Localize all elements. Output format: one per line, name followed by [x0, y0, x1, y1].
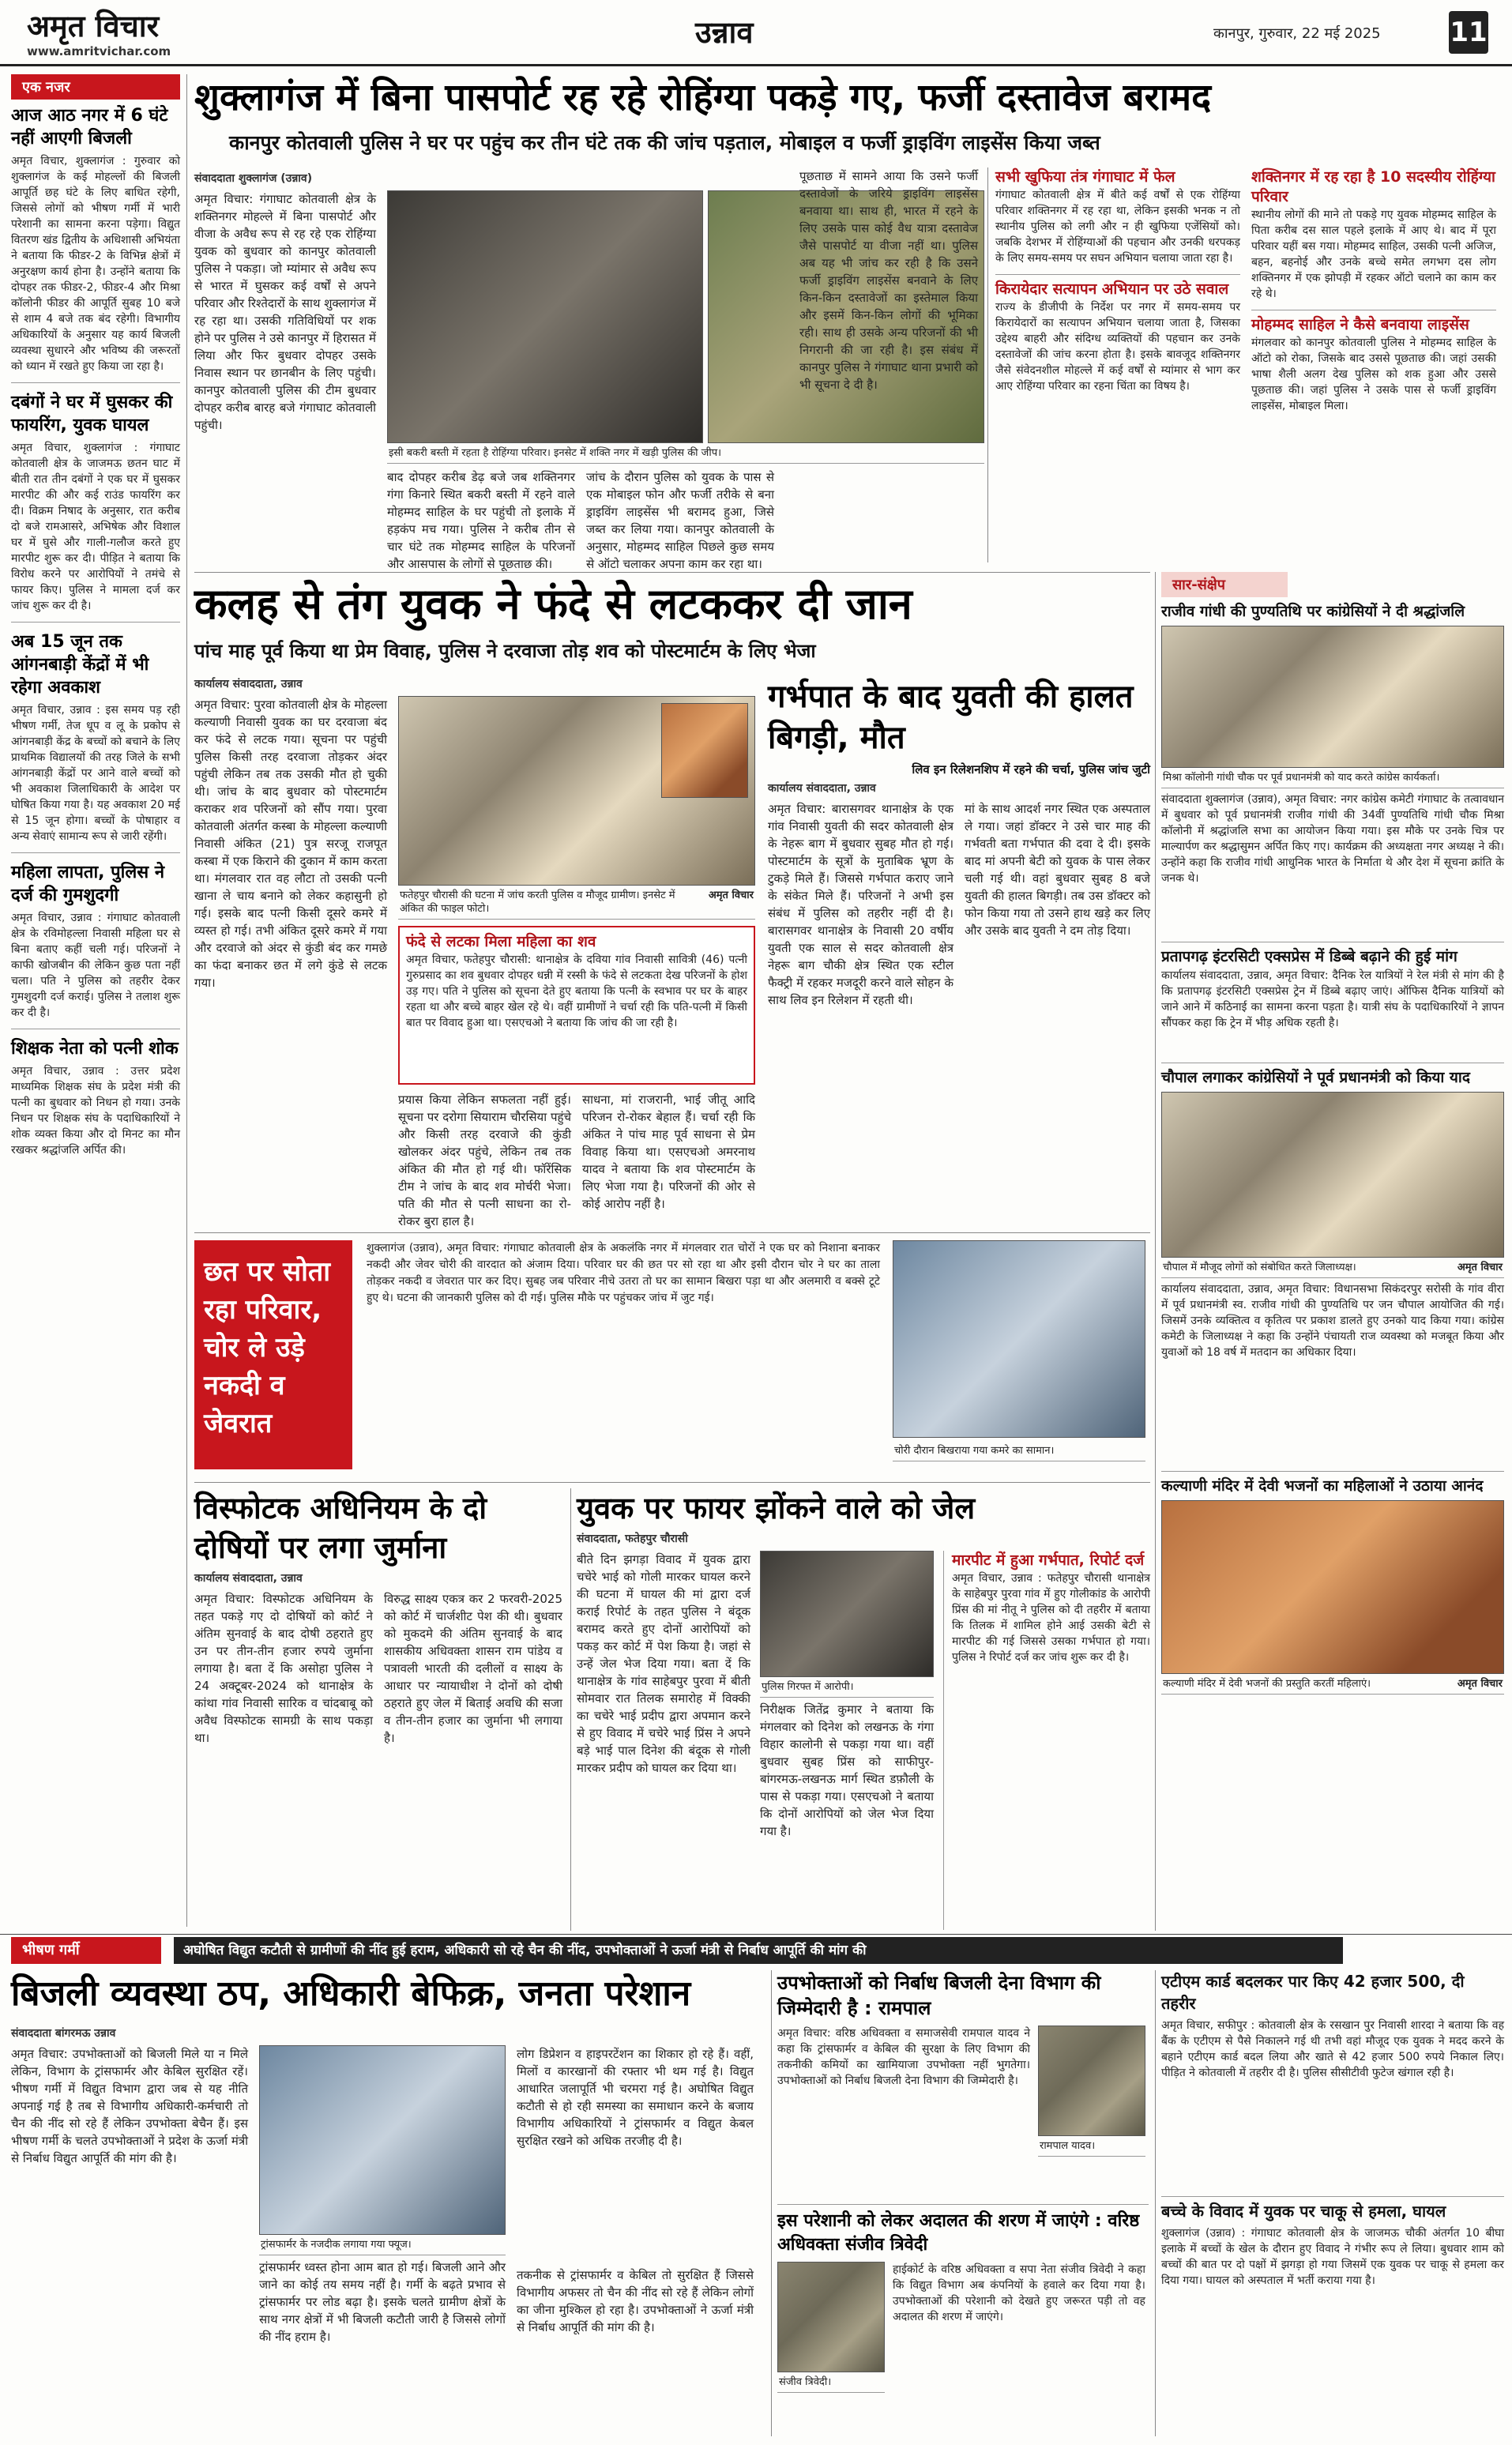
brief-headline: अब 15 जून तक आंगनबाड़ी केंद्रों में भी रहेगा अवकाश	[11, 632, 149, 698]
story3-col-1: अमृत विचार: बारासगवर थानाक्षेत्र के एक गांव निवासी युवती की सदर कोतवाली क्षेत्र के नेहरू बाग में बुधवार सुबह मौत हो गई। पोस्टमार्टम के सूत्रों के मुताबिक भ्रूण के टुकड़े मिले हैं। जिससे गर्भपात कराए जाने के संकेत मिले हैं। परिजनों ने अभी इस संबंध में पुलिस को तहरीर नहीं दी है। बारासगवर थानाक्षेत्र के निवासी 20 वर्षीय युवती एक साल से सदर कोतवाली क्षेत्र नेहरू बाग चौकी क्षेत्र स्थित एक स्टील फैक्ट्री में रहकर मजदूरी करने वाले सोहन के साथ लिव इन रिलेशन में रहती थी।	[768, 802, 953, 1007]
brief-body: अमृत विचार, उन्नाव : उत्तर प्रदेश माध्यमिक शिक्षक संघ के प्रदेश मंत्री की पत्नी का बुधवार को निधन हो गया। उनके निधन पर शिक्षक संघ के पदाधिकारियों ने शोक व्यक्त किया और दो मिनट का मौन रखकर श्रद्धांजलि अर्पित की।	[11, 1065, 180, 1157]
section-divider	[0, 1934, 1512, 1935]
lead-photo-caption: इसी बकरी बस्ती में रहता है रोहिंग्या परिवार। इनसेट में शक्ति नगर में खड़ी पुलिस की जीप।	[387, 443, 984, 464]
story3	[768, 676, 1150, 1229]
fire-photo-accused	[760, 1551, 934, 1677]
fire-col-2: निरीक्षक जितेंद्र कुमार ने बताया कि मंगलवार को दिनेश को लखनऊ के गंगा विहार कालोनी से पकड़ा गया था। वहीं बुधवार सुबह प्रिंस को साफीपुर-बांगरमऊ-लखनऊ मार्ग स्थित डफ़ौली के पास से पकड़ा गया। एसएचओ ने बताया कि दोनों आरोपियों को जेल भेज दिया गया है।	[760, 1702, 934, 1838]
photo-credit: अमृत विचार	[1457, 1678, 1503, 1690]
bijli-col-3: लोग डिप्रेशन व हाइपरटेंशन का शिकार हो रहे हैं। वहीं, मिलों व कारखानों की रफ्तार भी थम गई है। विद्युत आधारित जलापूर्ति भी चरमरा गई है। अघोषित विद्युत कटौती से हो रही समस्या का समाधान करने के बजाय विभागीय अधिकारियों ने ट्रांसफार्मर व विद्युत केबल सुरक्षित रखने को अधिक तरजीह दी है।	[517, 2047, 754, 2148]
rampal-caption: रामपाल यादव।	[1038, 2136, 1145, 2157]
lead-col-1: अमृत विचार: गंगाघाट कोतवाली क्षेत्र के शक्तिनगर मोहल्ले में बिना पासपोर्ट और वीजा के अवैध रूप से रह रहे एक रोहिंग्या युवक को बुधवार को कानपुर कोतवाली पुलिस ने पकड़ा। जो म्यांमार से अवैध रूप से भारत में घुसकर कई वर्षों से अपने परिवार और रिश्तेदारों के साथ शुक्लागंज में रह रहा था। उसकी गतिविधियों पर शक होने पर पुलिस ने उसे कानपुर में हिरासत में लिया और फिर बुधवार दोपहर उसके निवास स्थान पर छानबीन के लिए पहुंची। कानपुर कोतवाली पुलिस की टीम बुधवार दोपहर करीब बारह बजे गंगाघाट कोतवाली पहुंची।	[194, 192, 376, 432]
sidebar-box-body: मंगलवार को कानपुर कोतवाली पुलिस ने मोहम्मद साहिल के ऑटो को रोका, जिसके बाद उससे पूछताछ की। जहां उसकी भाषा शैली अलग देख पुलिस को शक हुआ और उससे पूछताछ की। जहां पुलिस ने उसके पास से फर्जी ड्राइविंग लाइसेंस, मोबाइल मिला।	[1251, 337, 1496, 412]
chaupal-caption	[1161, 1258, 1504, 1278]
right-column	[1161, 572, 1504, 1931]
inner-box-title: फंदे से लटका मिला महिला का शव	[406, 933, 596, 950]
sidebar-box-body: स्थानीय लोगों की माने तो पकड़े गए युवक मोहम्मद साहिल के पिता करीब दस साल पहले इलाके में आए थे। बाद में पूरा परिवार यहीं बस गया। मोहम्मद साहिल, उसकी पत्नी अजिज, बहन, बहनोई और उनके बच्चे समेत लगभग दस लोग शक्तिनगर में एक झोपड़ी में रहकर ऑटो चलाने का काम कर रहे थे।	[1251, 209, 1496, 300]
fire-caption: पुलिस गिरफ्त में आरोपी।	[760, 1677, 934, 1698]
fire-box-body: अमृत विचार, उन्नाव : फतेहपुर चौरासी थानाक्षेत्र के साहेबपुर पुरवा गांव में हुए गोलीकांड के आरोपी प्रिंस की मां नीतू ने पुलिस को दी तहरीर में बताया कि तिलक में शामिल होने आई उसकी बेटी से मारपीट की गई जिससे उसका गर्भपात हो गया। पुलिस ने रिपोर्ट दर्ज कर जांच शुरू कर दी है।	[952, 1572, 1150, 1664]
theft-body: शुक्लागंज (उन्नाव), अमृत विचार: गंगाघाट कोतवाली क्षेत्र के अकलंकि नगर में मंगलवार रात चोरों ने एक घर को निशाना बनाकर नकदी और जेवर चोरी की वारदात को अंजाम दिया। परिवार घर की छत पर सो रहा था और इसी दौरान चोर ने घर का ताला तोड़कर नकदी व जेवरात पार कर दिए। सुबह जब परिवार नीचे उतरा तो घर का सामान बिखरा पड़ा था और अलमारी व बक्से टूटे हुए थे। घटना की जानकारी पुलिस को दी गई। पुलिस मौके पर पहुंचकर जांच में जुट गई।	[367, 1242, 880, 1304]
brand-url[interactable]: www.amritvichar.com	[27, 44, 171, 58]
kalyani-caption	[1161, 1674, 1504, 1695]
lead-col-4: पूछताछ में सामने आया कि उसने फर्जी दस्तावेजों के जरिये ड्राइविंग लाइसेंस बनवाया था। साथ ही, भारत में रहने के लिए उसके पास कोई वैध यात्रा दस्तावेज जैसे पासपोर्ट या वीजा नहीं था। पुलिस अब यह भी जांच कर रही है कि उसने फर्जी ड्राइविंग लाइसेंस बनवाने के लिए किन-किन दस्तावेजों का इस्तेमाल किया और इसमें किन-किन लोगों की भूमिका रही। साथ ही उसके अन्य परिजनों की भी निगरानी की जा रही है। इस संबंध में कानपुर पुलिस ने गंगाघाट थाना प्रभारी को भी सूचना दे दी है।	[799, 169, 978, 392]
trivedi-headline: इस परेशानी को लेकर अदालत की शरण में जाएंगे : वरिष्ठ अधिवक्ता संजीव त्रिवेदी	[777, 2211, 1140, 2255]
rajiv-body: संवाददाता शुक्लागंज (उन्नाव), अमृत विचार: नगर कांग्रेस कमेटी गंगाघाट के तत्वावधान में बुधवार को पूर्व प्रधानमंत्री राजीव गांधी की 34वीं पुण्यतिथि गांधी चौक मिश्रा कॉलोनी में श्रद्धांजलि सभा का आयोजन किया गया। इस मौके पर उनके चित्र पर माल्यार्पण कर श्रद्धासुमन अर्पित किए गए। कार्यक्रम की अध्यक्षता नगर अध्यक्ष ने की। उन्होंने कहा कि राजीव गांधी आधुनिक भारत के निर्माता थे और देश में सूचना क्रांति के जनक थे।	[1161, 793, 1504, 885]
section-divider	[194, 1232, 1150, 1233]
section-title: उन्नाव	[695, 15, 754, 50]
story3-headline: गर्भपात के बाद युवती की हालत बिगड़ी, मौत	[768, 679, 1134, 756]
lead-sidebar	[995, 167, 1501, 562]
brief-headline: शिक्षक नेता को पत्नी शोक	[11, 1039, 179, 1059]
intercity-headline: प्रतापगढ़ इंटरसिटी एक्सप्रेस में डिब्बे बढ़ाने की हुई मांग	[1161, 942, 1504, 968]
bijli-col-4: तकनीक से ट्रांसफार्मर व केबिल तो सुरक्षित हैं जिससे विभागीय अफसर तो चैन की नींद सो रहे हैं लेकिन लोगों का जीना मुश्किल हो रहा है। उपभोक्ताओं ने ऊर्जा मंत्री से निर्बाध आपूर्ति की मांग की है।	[517, 2268, 754, 2334]
kalyani-headline: कल्याणी मंदिर में देवी भजनों का महिलाओं ने उठाया आनंद	[1161, 1471, 1504, 1497]
lead-col-3: जांच के दौरान पुलिस को युवक के पास से एक मोबाइल फोन और फर्जी तरीके से बना ड्राइविंग लाइसेंस भी बरामद हुआ, जिसे जब्त कर लिया गया। कानपुर कोतवाली के अनुसार, मोहम्मद साहिल पिछले कुछ समय से ऑटो चलाकर अपना काम कर रहा था।	[586, 470, 774, 571]
rajiv-headline: राजीव गांधी की पुण्यतिथि पर कांग्रेसियों ने दी श्रद्धांजलि	[1161, 603, 1465, 620]
explosive-byline: कार्यालय संवाददाता, उन्नाव	[194, 1572, 303, 1585]
lead-subhead: कानपुर कोतवाली पुलिस ने घर पर पहुंच कर तीन घंटे तक की जांच पड़ताल, मोबाइल व फर्जी ड्राइविंग लाइसेंस किया जब्त	[229, 131, 1100, 154]
dateline: कानपुर, गुरुवार, 22 मई 2025	[1213, 25, 1381, 42]
brief-body: अमृत विचार, शुक्लागंज : गंगाघाट कोतवाली क्षेत्र के जाजमऊ छतन घाट में बीती रात तीन दबंगों ने एक घर में घुसकर मारपीट की और कई राउंड फायरिंग कर दी। विक्रम निषाद के अनुसार, रात करीब दो बजे रामआसरे, अभिषेक और विशाल घर में घुसे और गाली-गलौज करते हुए मारपीट शुरू कर दी। पीड़ित ने बताया कि विरोध करने पर आरोपियों ने तमंचे से फायर किए। पुलिस ने मामला दर्ज कर जांच शुरू कर दी है।	[11, 442, 180, 612]
rampal-photo	[1038, 2026, 1145, 2136]
chaupal-photo	[1161, 1092, 1504, 1258]
bijli-col-2: ट्रांसफार्मर ध्वस्त होना आम बात हो गई। बिजली आने और जाने का कोई तय समय नहीं है। गर्मी के बढ़ते प्रभाव से ट्रांसफार्मर पर लोड बढ़ा है। इसके चलते ग्रामीण क्षेत्रों के साथ नगर क्षेत्रों में भी बिजली कटौती जारी है जिससे लोगों की नींद हराम है।	[259, 2260, 506, 2344]
atm-story	[1161, 1970, 1504, 2436]
brief-headline: आज आठ नगर में 6 घंटे नहीं आएगी बिजली	[11, 106, 168, 149]
brief-headline: महिला लापता, पुलिस ने दर्ज की गुमशुदगी	[11, 863, 165, 905]
story2-col-3: साधना, मां राजरानी, भाई जीतू आदि परिजन रो-रोकर बेहाल हैं। चर्चा रही कि अंकित ने पांच माह पूर्व साधना से प्रेम विवाह किया था। एसएचओ अमरनाथ यादव ने बताया कि शव पोस्टमार्टम के लिए भेजा गया है। परिजनों की ओर से कोई आरोप नहीं है।	[582, 1093, 755, 1211]
section-divider	[194, 572, 1150, 573]
story2-byline: कार्यालय संवाददाता, उन्नाव	[194, 678, 303, 690]
rampal-story	[777, 1970, 1149, 2207]
story3-tagline: लिव इन रिलेशनशिप में रहने की चर्चा, पुलिस जांच जुटी	[912, 762, 1150, 777]
fire-byline: संवाददाता, फतेहपुर चौरासी	[577, 1533, 688, 1545]
bijli-headline: बिजली व्यवस्था ठप, अधिकारी बेफिक्र, जनता परेशान	[11, 1973, 691, 2014]
atm-body: अमृत विचार, सफीपुर : कोतवाली क्षेत्र के रसखान पुर निवासी शारदा ने बताया कि वह बैंक के एटीएम से पैसे निकालने गई थी तभी वहां मौजूद एक युवक ने मदद करने के बहाने एटीएम कार्ड बदल लिया और खाते से 42 हजार 500 रुपये निकाल लिए। पीड़ित ने कोतवाली में तहरीर दी है। पुलिस सीसीटीवी फुटेज खंगाल रही है।	[1161, 2019, 1504, 2079]
trivedi-story	[777, 2204, 1149, 2433]
sidebar-box-body: राज्य के डीजीपी के निर्देश पर नगर में समय-समय पर किरायेदारों का सत्यापन अभियान चलाया जाता है, जिसका उद्देश्य बाहरी और संदिग्ध व्यक्तियों की पहचान कर उनके दस्तावेजों की जांच करना होता है। इसके बावजूद शक्तिनगर जैसे संवेदनशील मोहल्ले में कई वर्षों से म्यांमार से भाग कर आए रोहिंग्या परिवार का रहना चिंता का विषय है।	[995, 301, 1240, 393]
brand-logo: अमृत विचार	[27, 8, 160, 43]
chaupal-body: कार्यालय संवाददाता, उन्नाव, अमृत विचार: विधानसभा सिकंदरपुर सरोसी के गांव वीरा में पूर्व प्रधानमंत्री स्व. राजीव गांधी की पुण्यतिथि पर जन चौपाल आयोजित की गई। जिसमें उनके व्यक्तित्व व कृतित्व पर प्रकाश डालते हुए उनको याद किया गया। कांग्रेस कमेटी के जिलाध्यक्ष ने कहा कि उन्होंने पंचायती राज व्यवस्था को मजबूत किया और युवाओं को 18 वर्ष में मतदान का अधिकार दिया।	[1161, 1283, 1504, 1359]
explosive-story	[194, 1488, 566, 1931]
section-divider	[194, 1482, 1150, 1483]
story2-col-1: अमृत विचार: पुरवा कोतवाली क्षेत्र के मोहल्ला कल्याणी निवासी युवक का घर दरवाजा बंद कर फंदे से लटक गया। सूचना पर पहुंची पुलिस किसी तरह दरवाजा तोड़कर अंदर पहुंची लेकिन तब तक उसकी मौत हो चुकी थी। जांच के बाद बुधवार को पोस्टमार्टम कराकर शव परिजनों को सौंप गया। पुरवा कोतवाली अंतर्गत कस्बा के मोहल्ला कल्याणी निवासी अंकित (21) पुत्र सरजू राजपूत कस्बा में एक किराने की दुकान में काम करता था। मंगलवार रात वह लौटा तो उसकी पत्नी खाना ले चाय बनाने को लेकर कहासुनी हो गई। इसके बाद पत्नी किसी दूसरे कमरे में व्यस्त हो गई। तभी अंकित दूसरे कमरे में गया और दरवाजे को अंदर से कुंडी बंद कर गमछे का फंदा बनाकर छत में लगे कुंडे से लटक गया।	[194, 698, 387, 990]
theft-photo	[893, 1240, 1145, 1438]
left-column	[11, 74, 180, 1927]
inner-box-body: अमृत विचार, फतेहपुर चौरासी: थानाक्षेत्र के दविया गांव निवासी सावित्री (46) पत्नी गुरुप्रसाद का शव बुधवार दोपहर धन्नी में रस्सी के फंदे से लटकता देख परिजनों के होश उड़ गए। पति ने पुलिस को सूचना देते हुए बताया कि पत्नी के स्वभाव पर घर के बाहर रहता था और बच्चे बाहर खेल रहे थे। वहीं ग्रामीणों ने चर्चा रही कि पति-पत्नी में किसी बात पर विवाद हुआ था। एसएचओ ने बताया कि जांच की जा रही है।	[406, 954, 747, 1029]
knife-headline: बच्चे के विवाद में युवक पर चाकू से हमला, घायल	[1161, 2196, 1504, 2222]
column-divider	[1155, 572, 1156, 1931]
photo-credit: अमृत विचार	[708, 890, 754, 901]
brief-body: अमृत विचार, उन्नाव : इस समय पड़ रही भीषण गर्मी, तेज धूप व लू के प्रकोप से आंगनबाड़ी केंद्र के बच्चों को बचाने के लिए प्राथमिक विद्यालयों की तरह जिले के सभी आंगनबाड़ी केंद्रों पर आने वाले बच्चों को भी अवकाश जिलाधिकारी के आदेश पर घोषित किया गया है। यह अवकाश 20 मई से 15 जून होगा। बच्चों के पोषाहार व अन्य सेवाएं सामान्य रूप से जारी रहेंगी।	[11, 704, 180, 843]
rajiv-photo	[1161, 626, 1504, 768]
kalyani-photo	[1161, 1500, 1504, 1674]
lead-photo-settlement	[387, 190, 703, 443]
brief-item	[11, 852, 180, 1021]
sidebar-box-title: मोहम्मद साहिल ने कैसे बनवाया लाइसेंस	[1251, 310, 1496, 335]
fire-headline: युवक पर फायर झोंकने वाले को जेल	[577, 1491, 976, 1525]
sidebar-box-title: सभी खुफिया तंत्र गंगाघाट में फेल	[995, 168, 1175, 186]
masthead	[0, 0, 1512, 66]
brief-headline: दबंगों ने घर में घुसकर की फायरिंग, युवक घायल	[11, 393, 173, 435]
rajiv-caption: मिश्रा कॉलोनी गांधी चौक पर पूर्व प्रधानमंत्री को याद करते कांग्रेस कार्यकर्ता।	[1161, 768, 1504, 788]
chaupal-headline: चौपाल लगाकर कांग्रेसियों ने पूर्व प्रधानमंत्री को किया याद	[1161, 1063, 1504, 1089]
brief-item	[11, 622, 180, 844]
story2-col-2: प्रयास किया लेकिन सफलता नहीं हुई। सूचना पर दरोगा सियाराम चौरसिया पहुंचे और किसी तरह दरवाजे की कुंडी खोलकर अंदर पहुंचे, लेकिन तब तक अंकित की मौत हो गई थी। फॉरेंसिक टीम ने जांच के बाद शव मोर्चरी भेजा। पति की मौत से पत्नी साधना का रो-रोकर बुरा हाल है।	[398, 1093, 571, 1228]
bijli-caption: ट्रांसफार्मर के नजदीक लगाया गया फ्यूज।	[259, 2235, 506, 2255]
brief-body: अमृत विचार, उन्नाव : गंगाघाट कोतवाली क्षेत्र के रविमोहल्ला निवासी महिला घर से बिना बताए कहीं चली गई। परिजनों ने काफी खोजबीन की लेकिन कुछ पता नहीं चला। पति ने पुलिस को तहरीर देकर गुमशुदगी दर्ज कराई। पुलिस ने तलाश शुरू कर दी है।	[11, 912, 180, 1019]
story3-byline: कार्यालय संवाददाता, उन्नाव	[768, 782, 876, 795]
atm-headline: एटीएम कार्ड बदलकर पार किए 42 हजार 500, दी तहरीर	[1161, 1972, 1465, 2013]
page-number: 11	[1449, 11, 1488, 54]
brief-item	[11, 382, 180, 614]
section-label-ek-nazar: एक नजर	[11, 74, 180, 100]
fire-story	[577, 1488, 1150, 1931]
column-divider	[771, 1970, 772, 2436]
bijli-byline: संवाददाता बांगरमऊ उन्नाव	[11, 2027, 116, 2040]
story3-col-2: मां के साथ आदर्श नगर स्थित एक अस्पताल ले गया। जहां डॉक्टर ने उसे चार माह की गर्भवती बता गर्भपात की दवा दे दी। इसके बाद मां अपनी बेटी को युवक के पास लेकर चली गई थी। वहां बुधवार सुबह 8 बजे युवती की हालत बिगड़ी। तब उस डॉक्टर को फोन किया गया तो उसने हाथ खड़े कर लिए और उसके बाद युवती ने दम तोड़ दिया।	[965, 802, 1150, 938]
sidebar-box-title: शक्तिनगर में रह रहा है 10 सदस्यीय रोहिंग्या परिवार	[1251, 168, 1495, 205]
explosive-col-1: अमृत विचार: विस्फोटक अधिनियम के तहत पकड़े गए दो दोषियों को कोर्ट ने अंतिम सुनवाई के बाद दोषी ठहराते हुए उन पर तीन-तीन हजार रुपये जुर्माना लगाया है। बता दें कि असोहा पुलिस ने 24 अक्टूबर-2024 को थानाक्षेत्र के कांथा गांव निवासी सारिक व चांदबाबू को अवैध विस्फोटक सामग्री के साथ पकड़ा था।	[194, 1592, 373, 1745]
trivedi-photo	[777, 2262, 885, 2372]
bijli-col-1: अमृत विचार: उपभोक्ताओं को बिजली मिले या न मिले लेकिन, विभाग के ट्रांसफार्मर और केबिल सुरक्षित रहें। भीषण गर्मी में विद्युत विभाग द्वारा जब से यह नीति अपनाई गई है तब से विभागीय अधिकारी-कर्मचारी तो चैन की नींद सो रहे हैं लेकिन उपभोक्ता बेचैन हैं। इस भीषण गर्मी के चलते उपभोक्ताओं ने प्रदेश के ऊर्जा मंत्री से निर्बाध विद्युत आपूर्ति की मांग की है।	[11, 2047, 248, 2165]
story2-photo-inset	[661, 703, 748, 798]
explosive-col-2: विरुद्ध साक्ष्य एकत्र कर 2 फरवरी-2025 को कोर्ट में चार्जशीट पेश की थी। बुधवार को मुकदमे की अंतिम सुनवाई के बाद शासकीय अधिवक्ता शासन राम पांडेय व पत्रावली भारती की दलीलों व साक्ष्य के आधार पर न्यायाधीश ने दोनों को दोषी ठहराते हुए जेल में बिताई अवधि की सजा व तीन-तीन हजार का जुर्माना भी लगाया है।	[384, 1592, 562, 1745]
rampal-body: अमृत विचार: वरिष्ठ अधिवक्ता व समाजसेवी रामपाल यादव ने कहा कि ट्रांसफार्मर व केबिल की सुरक्षा के लिए विभाग की तकनीकी कमियों का खामियाजा उपभोक्ता नहीं भुगतेगा। उपभोक्ताओं को निर्बाध बिजली देना विभाग की जिम्मेदारी है।	[777, 2027, 1030, 2087]
sidebar-box-body: गंगाघाट कोतवाली क्षेत्र में बीते कई वर्षों से एक रोहिंग्या परिवार शक्तिनगर में रह रहा था, लेकिन इसकी भनक न तो स्थानीय पुलिस को लगी और न ही खुफिया एजेंसियों को। जबकि देशभर में रोहिंग्याओं की पहचान और उनकी धरपकड़ के लिए समय-समय पर सघन अभियान चलाया जाता रहा है।	[995, 189, 1240, 265]
brief-item	[11, 104, 180, 374]
story2-photo-caption	[398, 886, 755, 920]
fire-col-1: बीते दिन झगड़ा विवाद में युवक द्वारा चचेरे भाई को गोली मारकर घायल करने की घटना में घायल की मां द्वारा दर्ज कराई रिपोर्ट के तहत पुलिस ने बंदूक बरामद करते हुए दोनों आरोपियों को पकड़ कर कोर्ट में पेश किया है। जहां से उन्हें जेल भेज दिया गया। बता दें कि थानाक्षेत्र के गांव साहेबपुर पुरवा में बीती सोमवार रात तिलक समारोह में विक्की का चचेरे भाई प्रदीप द्वारा अपमान करने से हुए विवाद में चचेरे भाई प्रिंस ने अपने बड़े भाई पाल दिनेश की बंदूक से गोली मारकर प्रदीप को घायल कर दिया था।	[577, 1552, 750, 1775]
column-divider	[570, 1488, 571, 1931]
column-divider	[186, 74, 187, 1927]
chaupal-caption-text: चौपाल में मौजूद लोगों को संबोधित करते जिलाध्यक्ष।	[1163, 1262, 1356, 1273]
knife-body: शुक्लागंज (उन्नाव) : गंगाघाट कोतवाली क्षेत्र के जाजमऊ चौकी अंतर्गत 10 बीघा इलाके में बच्चों के खेल के दौरान हुए विवाद ने गंभीर रूप ले लिया। बुधवार शाम को बच्चों की बात पर दो पक्षों में झगड़ा हो गया जिसमें एक युवक पर चाकू से हमला कर दिया गया। घायल को अस्पताल में भर्ती कराया गया है।	[1161, 2227, 1504, 2287]
fire-box-title: मारपीट में हुआ गर्भपात, रिपोर्ट दर्ज	[952, 1552, 1145, 1569]
bijli-photo-transformer	[259, 2045, 506, 2235]
theft-red-box: छत पर सोता रहा परिवार, चोर ले उड़े नकदी व जेवरात	[194, 1240, 352, 1469]
explosive-headline: विस्फोटक अधिनियम के दो दोषियों पर लगा जुर्माना	[194, 1491, 487, 1565]
lead-byline: संवाददाता शुक्लागंज (उन्नाव)	[194, 172, 313, 185]
story2-headline: कलह से तंग युवक ने फंदे से लटककर दी जान	[194, 579, 912, 629]
trivedi-caption: संजीव त्रिवेदी।	[777, 2372, 885, 2393]
trivedi-body: हाईकोर्ट के वरिष्ठ अधिवक्ता व सपा नेता संजीव त्रिवेदी ने कहा कि विद्युत विभाग अब कंपनियों के हवाले कर दिया गया है। उपभोक्ताओं की परेशानी को देखते हुए जरूरत पड़ी तो वह अदालत की शरण में जाएंगे।	[893, 2263, 1145, 2323]
bijli-strap: अघोषित विद्युत कटौती से ग्रामीणों की नींद हुई हराम, अधिकारी सो रहे चैन की नींद, उपभोक्ताओं ने ऊर्जा मंत्री से निर्बाध आपूर्ति की मांग की	[174, 1937, 1343, 1964]
lead-col-2: बाद दोपहर करीब डेढ़ बजे जब शक्तिनगर गंगा किनारे स्थित बकरी बस्ती में रहने वाले मोहम्मद साहिल के घर पहुंची तो इलाके में हड़कंप मच गया। पुलिस ने करीब तीन से चार घंटे तक मोहम्मद साहिल के परिजनों और आसपास के लोगों से पूछताछ की।	[387, 470, 575, 571]
sidebar-box-title: किरायेदार सत्यापन अभियान पर उठे सवाल	[995, 274, 1240, 299]
column-divider	[1155, 1970, 1156, 2436]
theft-caption: चोरी दौरान बिखराया गया कमरे का सामान।	[893, 1441, 1145, 1461]
section-label-saar-sankshep: सार-संक्षेप	[1161, 572, 1288, 597]
lead-headline: शुक्लागंज में बिना पासपोर्ट रह रहे रोहिंग्या पकड़े गए, फर्जी दस्तावेज बरामद	[194, 76, 1212, 119]
column-divider	[987, 167, 988, 562]
rampal-headline: उपभोक्ताओं को निर्बाध बिजली देना विभाग की जिम्मेदारी है : रामपाल	[777, 1972, 1101, 2019]
theft-story	[194, 1240, 1150, 1477]
bijli-strap-bar	[0, 1937, 1512, 1965]
photo-credit: अमृत विचार	[1457, 1262, 1503, 1273]
story2-photo-scene	[398, 696, 755, 886]
intercity-body: कार्यालय संवाददाता, उन्नाव, अमृत विचार: दैनिक रेल यात्रियों ने रेल मंत्री से मांग की है कि प्रतापगढ़ इंटरसिटी एक्सप्रेस ट्रेन में डिब्बे बढ़ाए जाएं। ऑफिस दैनिक यात्रियों को जाने आने में कठिनाई का सामना करना पड़ता है। यात्री संघ के पदाधिकारियों ने ज्ञापन सौंपकर कहा कि ट्रेन में भीड़ अधिक रहती है।	[1161, 969, 1504, 1029]
brief-item	[11, 1029, 180, 1158]
bijli-story	[11, 2022, 765, 2433]
section-label-bhishan-garmi: भीषण गर्मी	[11, 1937, 161, 1964]
story2-caption-text: फतेहपुर चौरासी की घटना में जांच करती पुलिस व मौजूद ग्रामीण। इनसेट में अंकित की फाइल फोटो।	[400, 890, 675, 915]
brief-body: अमृत विचार, शुक्लागंज : गुरुवार को शुक्लागंज के कई मोहल्लों की बिजली आपूर्ति छह घंटे के लिए बाधित रहेगी, जिससे लोगों को भीषण गर्मी में भारी परेशानी का सामना करना पड़ेगा। विद्युत वितरण खंड द्वितीय के अधिशासी अभियंता ने बताया कि फीडर-2 के विभिन्न क्षेत्रों में अनुरक्षण कार्य होना है। उन्होंने बताया कि दोपहर तक फीडर-2, फीडर-4 और मिश्रा कॉलोनी फीडर की आपूर्ति सुबह 10 बजे से शाम 4 बजे तक बंद रहेगी। विभागीय अधिकारियों के अनुसार यह कार्य बिजली व्यवस्था सुधारने और भविष्य की जरूरतों को ध्यान में रखते हुए किया जा रहा है।	[11, 155, 180, 373]
story2-subhead: पांच माह पूर्व किया था प्रेम विवाह, पुलिस ने दरवाजा तोड़ शव को पोस्टमार्टम के लिए भेजा	[194, 640, 816, 662]
kalyani-caption-text: कल्याणी मंदिर में देवी भजनों की प्रस्तुति करतीं महिलाएं।	[1163, 1678, 1371, 1690]
